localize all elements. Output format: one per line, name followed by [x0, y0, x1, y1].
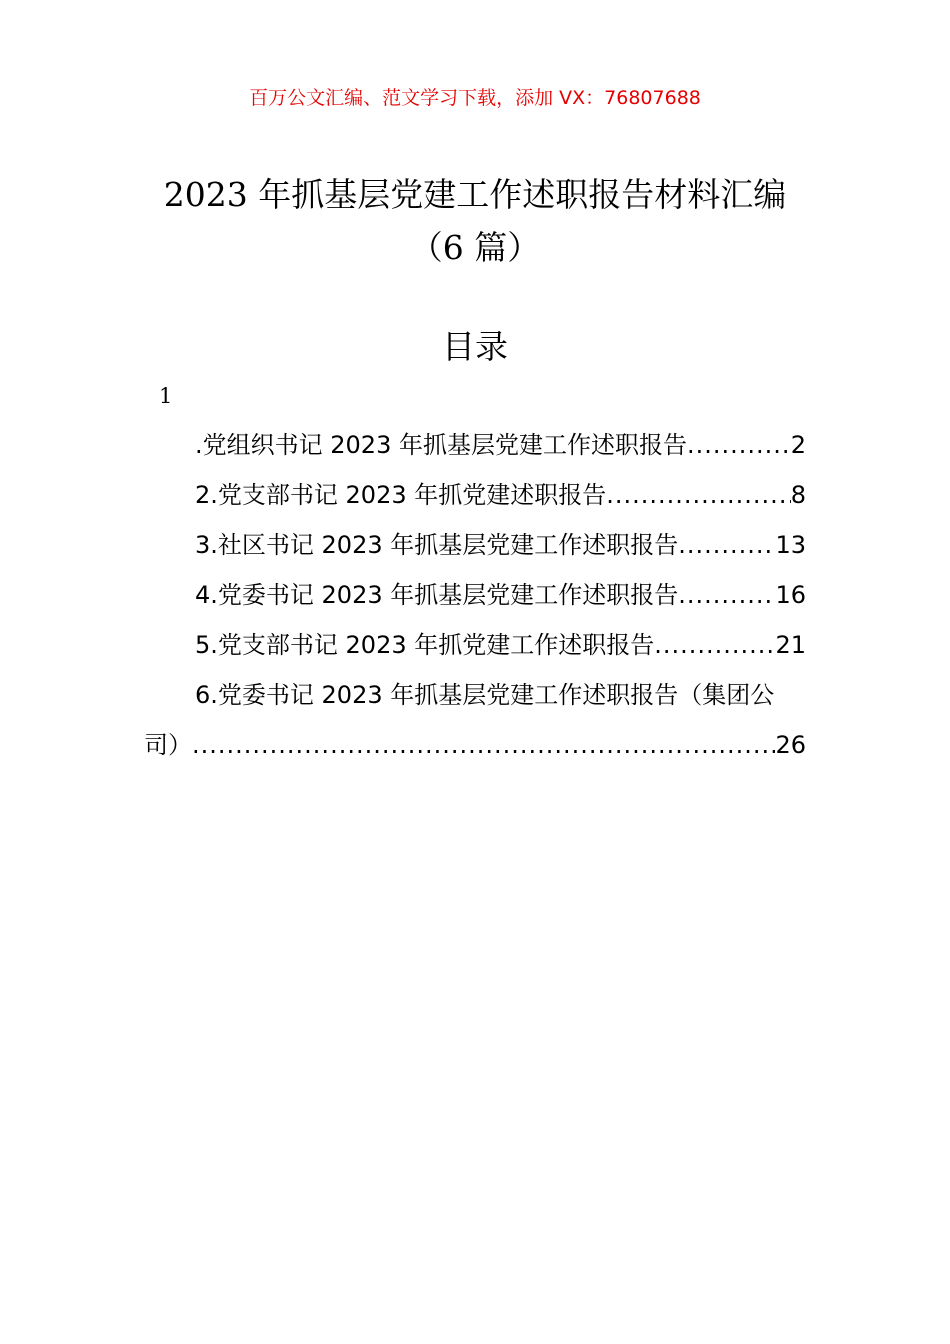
toc-page-number: 8: [790, 481, 806, 509]
toc-entry-label: 3.社区书记 2023 年抓基层党建工作述职报告: [195, 531, 679, 559]
toc-entry-4[interactable]: [144, 570, 806, 620]
toc-entry-label: 6.党委书记 2023 年抓基层党建工作述职报告（集团公: [195, 681, 775, 709]
toc-entry-2[interactable]: [144, 470, 806, 520]
toc-entry-label: 2.党支部书记 2023 年抓党建述职报告: [195, 481, 607, 509]
toc-page-number: 16: [775, 581, 806, 609]
toc-page-number: 2: [790, 431, 806, 459]
toc-entry-label: 5.党支部书记 2023 年抓党建工作述职报告: [195, 631, 655, 659]
download-notice: 百万公文汇编、范文学习下载，添加 VX：76807688: [249, 87, 701, 109]
toc-entry-1[interactable]: [144, 420, 806, 470]
toc-dot-leader: [654, 620, 775, 670]
toc-dot-leader: [687, 420, 791, 470]
toc-dot-leader: [678, 570, 775, 620]
toc-dot-leader: [606, 470, 790, 520]
toc-page-number: 21: [775, 631, 806, 659]
document-subtitle-count: （6 篇）: [409, 228, 541, 267]
table-of-contents: [144, 420, 806, 770]
toc-entry-6-continuation[interactable]: [144, 720, 806, 770]
toc-entry-label: 司）: [144, 731, 192, 759]
toc-entry-3[interactable]: [144, 520, 806, 570]
toc-entry-6[interactable]: [144, 670, 806, 720]
toc-entry-5[interactable]: [144, 620, 806, 670]
toc-page-number: 13: [775, 531, 806, 559]
toc-page-number: 26: [775, 731, 806, 759]
stray-list-number: 1: [159, 384, 173, 408]
document-title: 2023 年抓基层党建工作述职报告材料汇编: [163, 175, 787, 214]
toc-dot-leader: [678, 520, 775, 570]
toc-dot-leader: [192, 720, 775, 770]
toc-heading: 目录: [442, 327, 508, 366]
toc-entry-label: 4.党委书记 2023 年抓基层党建工作述职报告: [195, 581, 679, 609]
toc-entry-label: .党组织书记 2023 年抓基层党建工作述职报告: [195, 431, 687, 459]
